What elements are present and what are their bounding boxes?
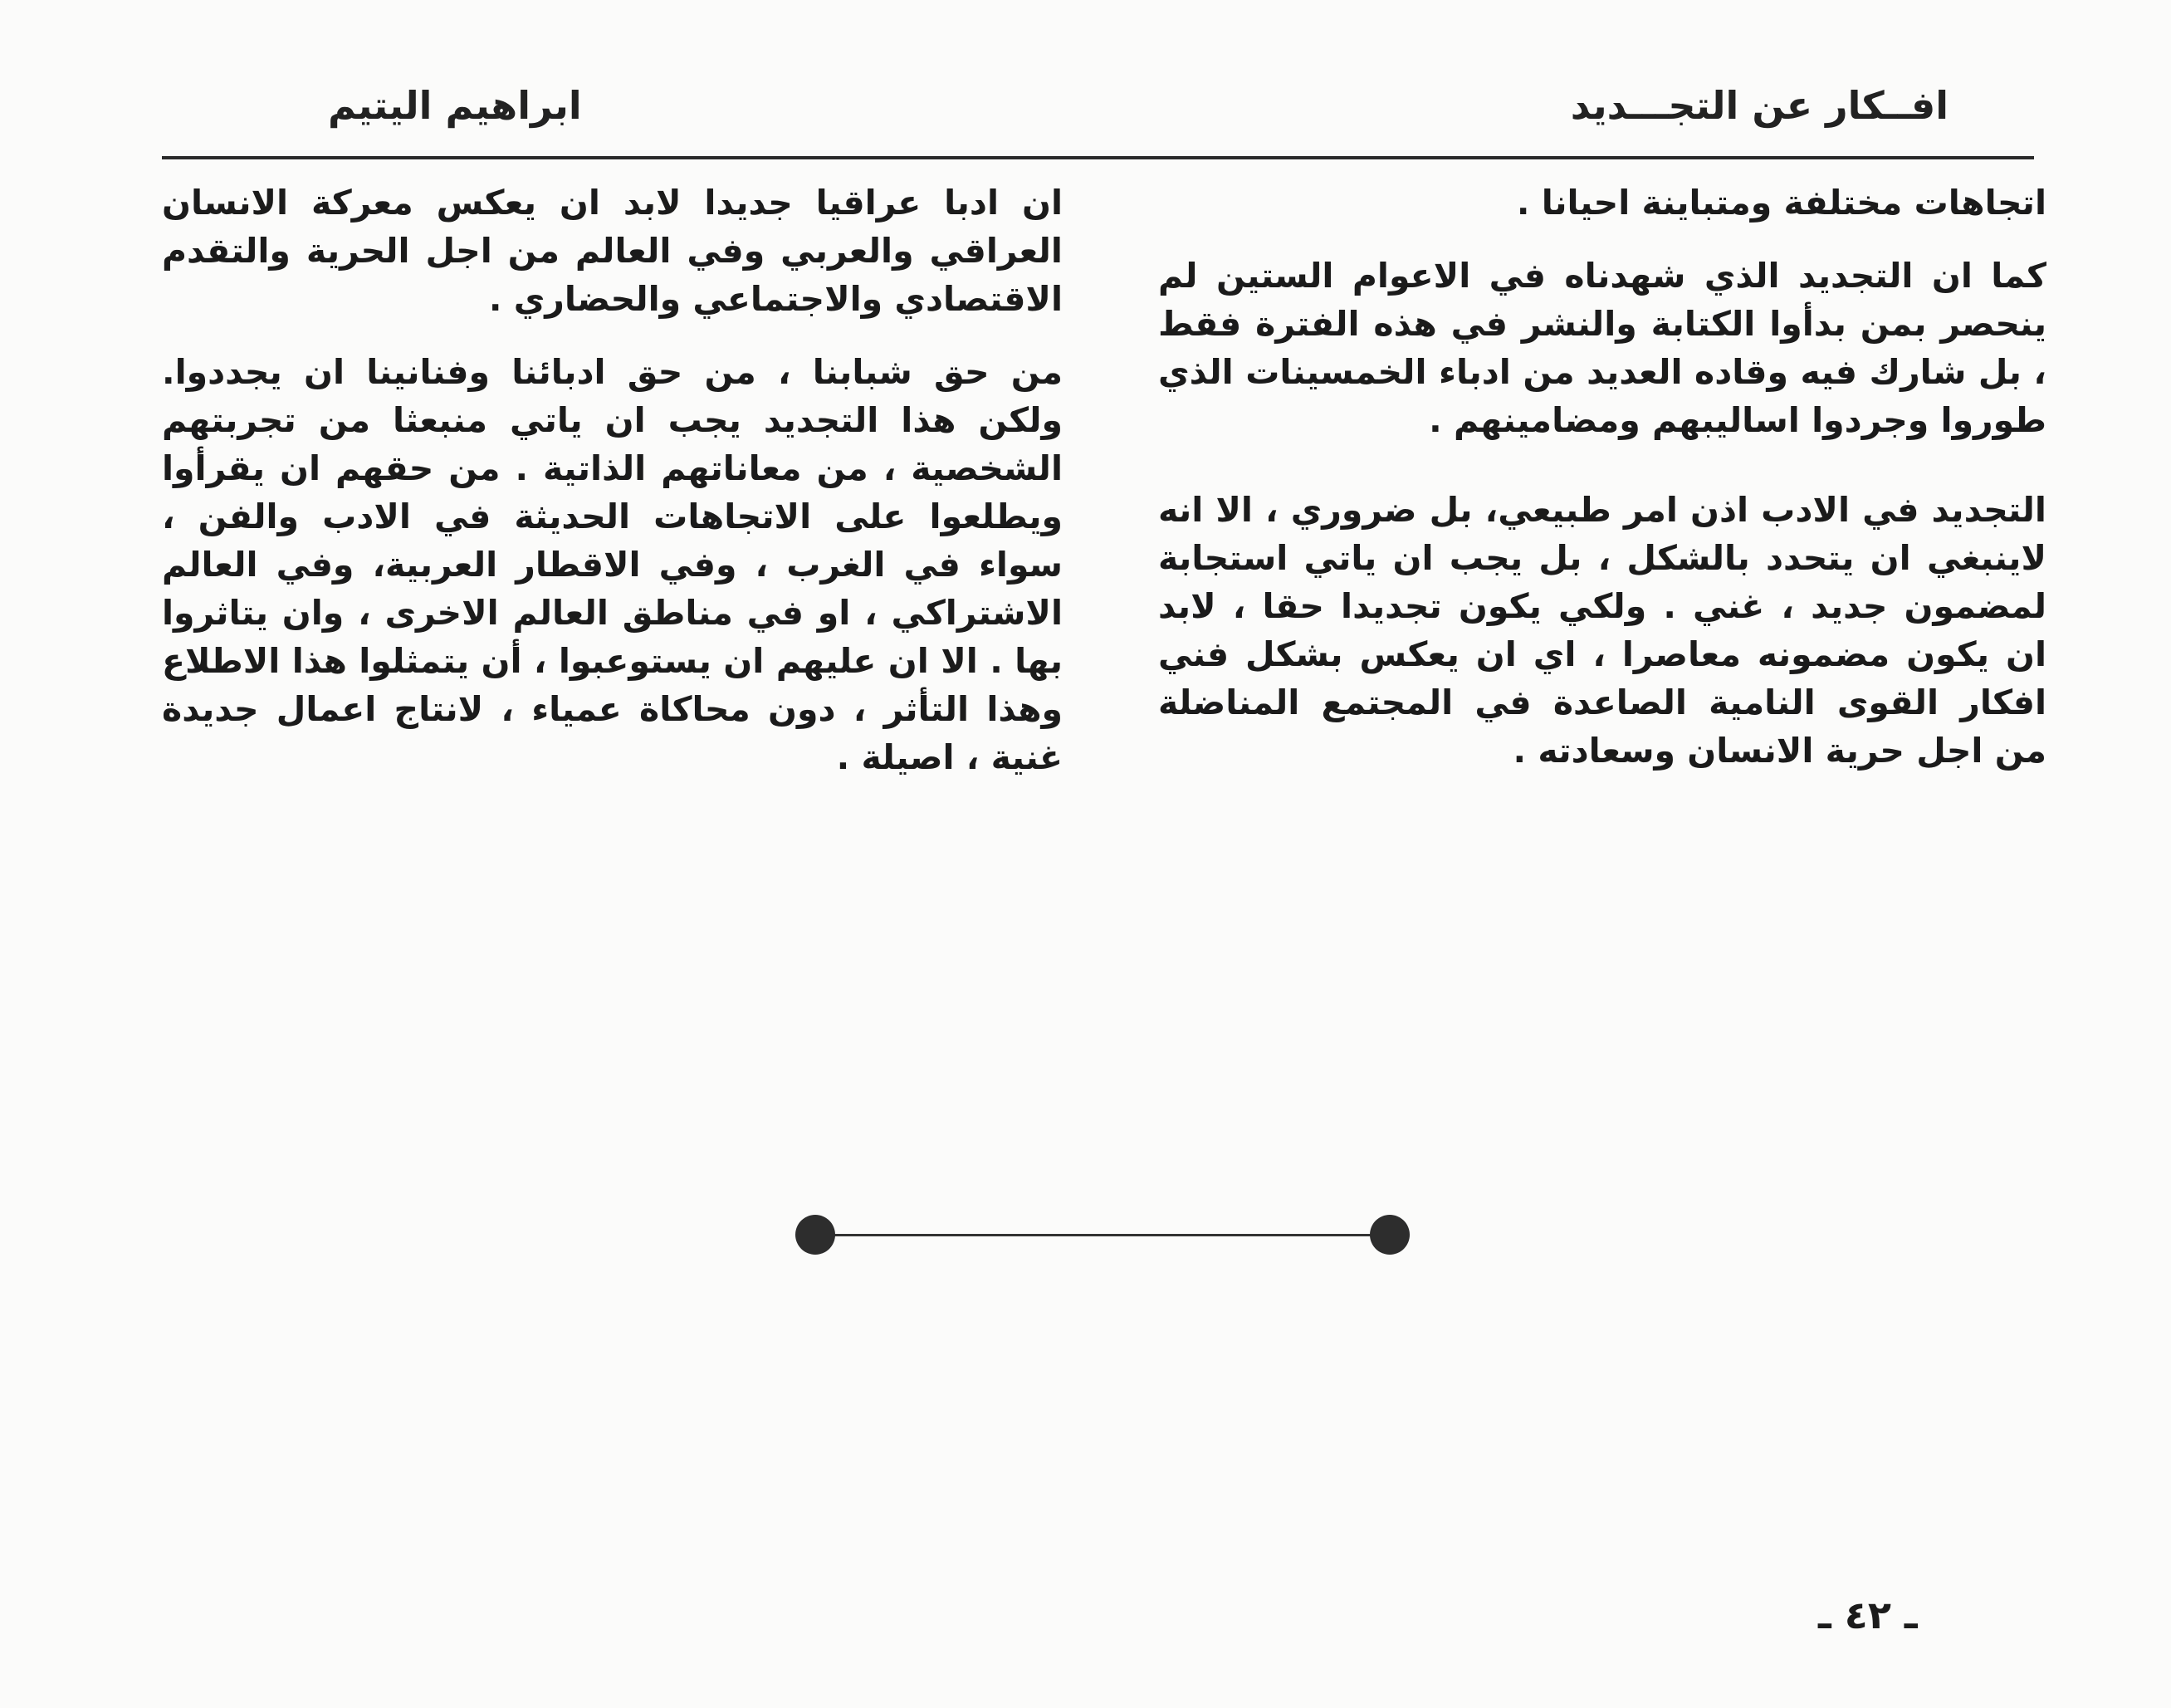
page-number: ـ ٤٢ ـ — [1818, 1593, 1918, 1637]
divider-dot — [795, 1215, 835, 1255]
paragraph: ان ادبا عراقيا جديدا لابد ان يعكس معركة الانسان العراقي والعربي وفي العالم من اجل الحرية والتقدم الاقتصادي والاجتماعي والحضاري . — [162, 183, 1063, 319]
header-rule — [162, 156, 2034, 159]
paragraph: التجديد في الادب اذن امر طبيعي، بل ضروري ، الا انه لاينبغي ان يتحدد بالشكل ، بل يجب ان ياتي استجابة لمضمون جديد ، غني . ولكي يكون تجديدا حقا ، لابد ان يكون مضمونه معاصرا ، اي ان يعكس بشكل فني افكار القوى النامية الصاعدة في المجتمع المناضلة من اجل حرية الانسان وسعادته . — [1158, 490, 2046, 771]
divider-dot — [1370, 1215, 1410, 1255]
running-header-title: افــكار عن التجـــديد — [1570, 83, 1949, 128]
paragraph: كما ان التجديد الذي شهدناه في الاعوام الستين لم ينحصر بمن بدأوا الكتابة والنشر في هذه الفترة فقط ، بل شارك فيه وقاده العديد من ادباء الخمسينات الذي طوروا وجردوا اساليبهم ومضامينهم . — [1158, 256, 2046, 440]
left-text-column — [162, 179, 1063, 806]
section-divider-ornament — [795, 1214, 1410, 1255]
divider-line — [816, 1234, 1389, 1236]
running-header-author: ابراهيم اليتيم — [328, 83, 582, 128]
right-text-column — [1158, 179, 2046, 800]
paragraph: من حق شبابنا ، من حق ادبائنا وفنانينا ان يجددوا. ولكن هذا التجديد يجب ان ياتي منبعثا من تجربتهم الشخصية ، من معاناتهم الذاتية . من حقهم ان يقرأوا ويطلعوا على الاتجاهات الحديثة في الادب والفن ، سواء في الغرب ، وفي الاقطار العربية، وفي العالم الاشتراكي ، او في مناطق العالم الاخرى ، وان يتاثروا بها . الا ان عليهم ان يستوعبوا ، أن يتمثلوا هذا الاطلاع وهذا التأثر ، دون محاكاة عمياء ، لانتاج اعمال جديدة غنية ، اصيلة . — [162, 352, 1063, 777]
paragraph: اتجاهات مختلفة ومتباينة احيانا . — [1516, 183, 2046, 223]
